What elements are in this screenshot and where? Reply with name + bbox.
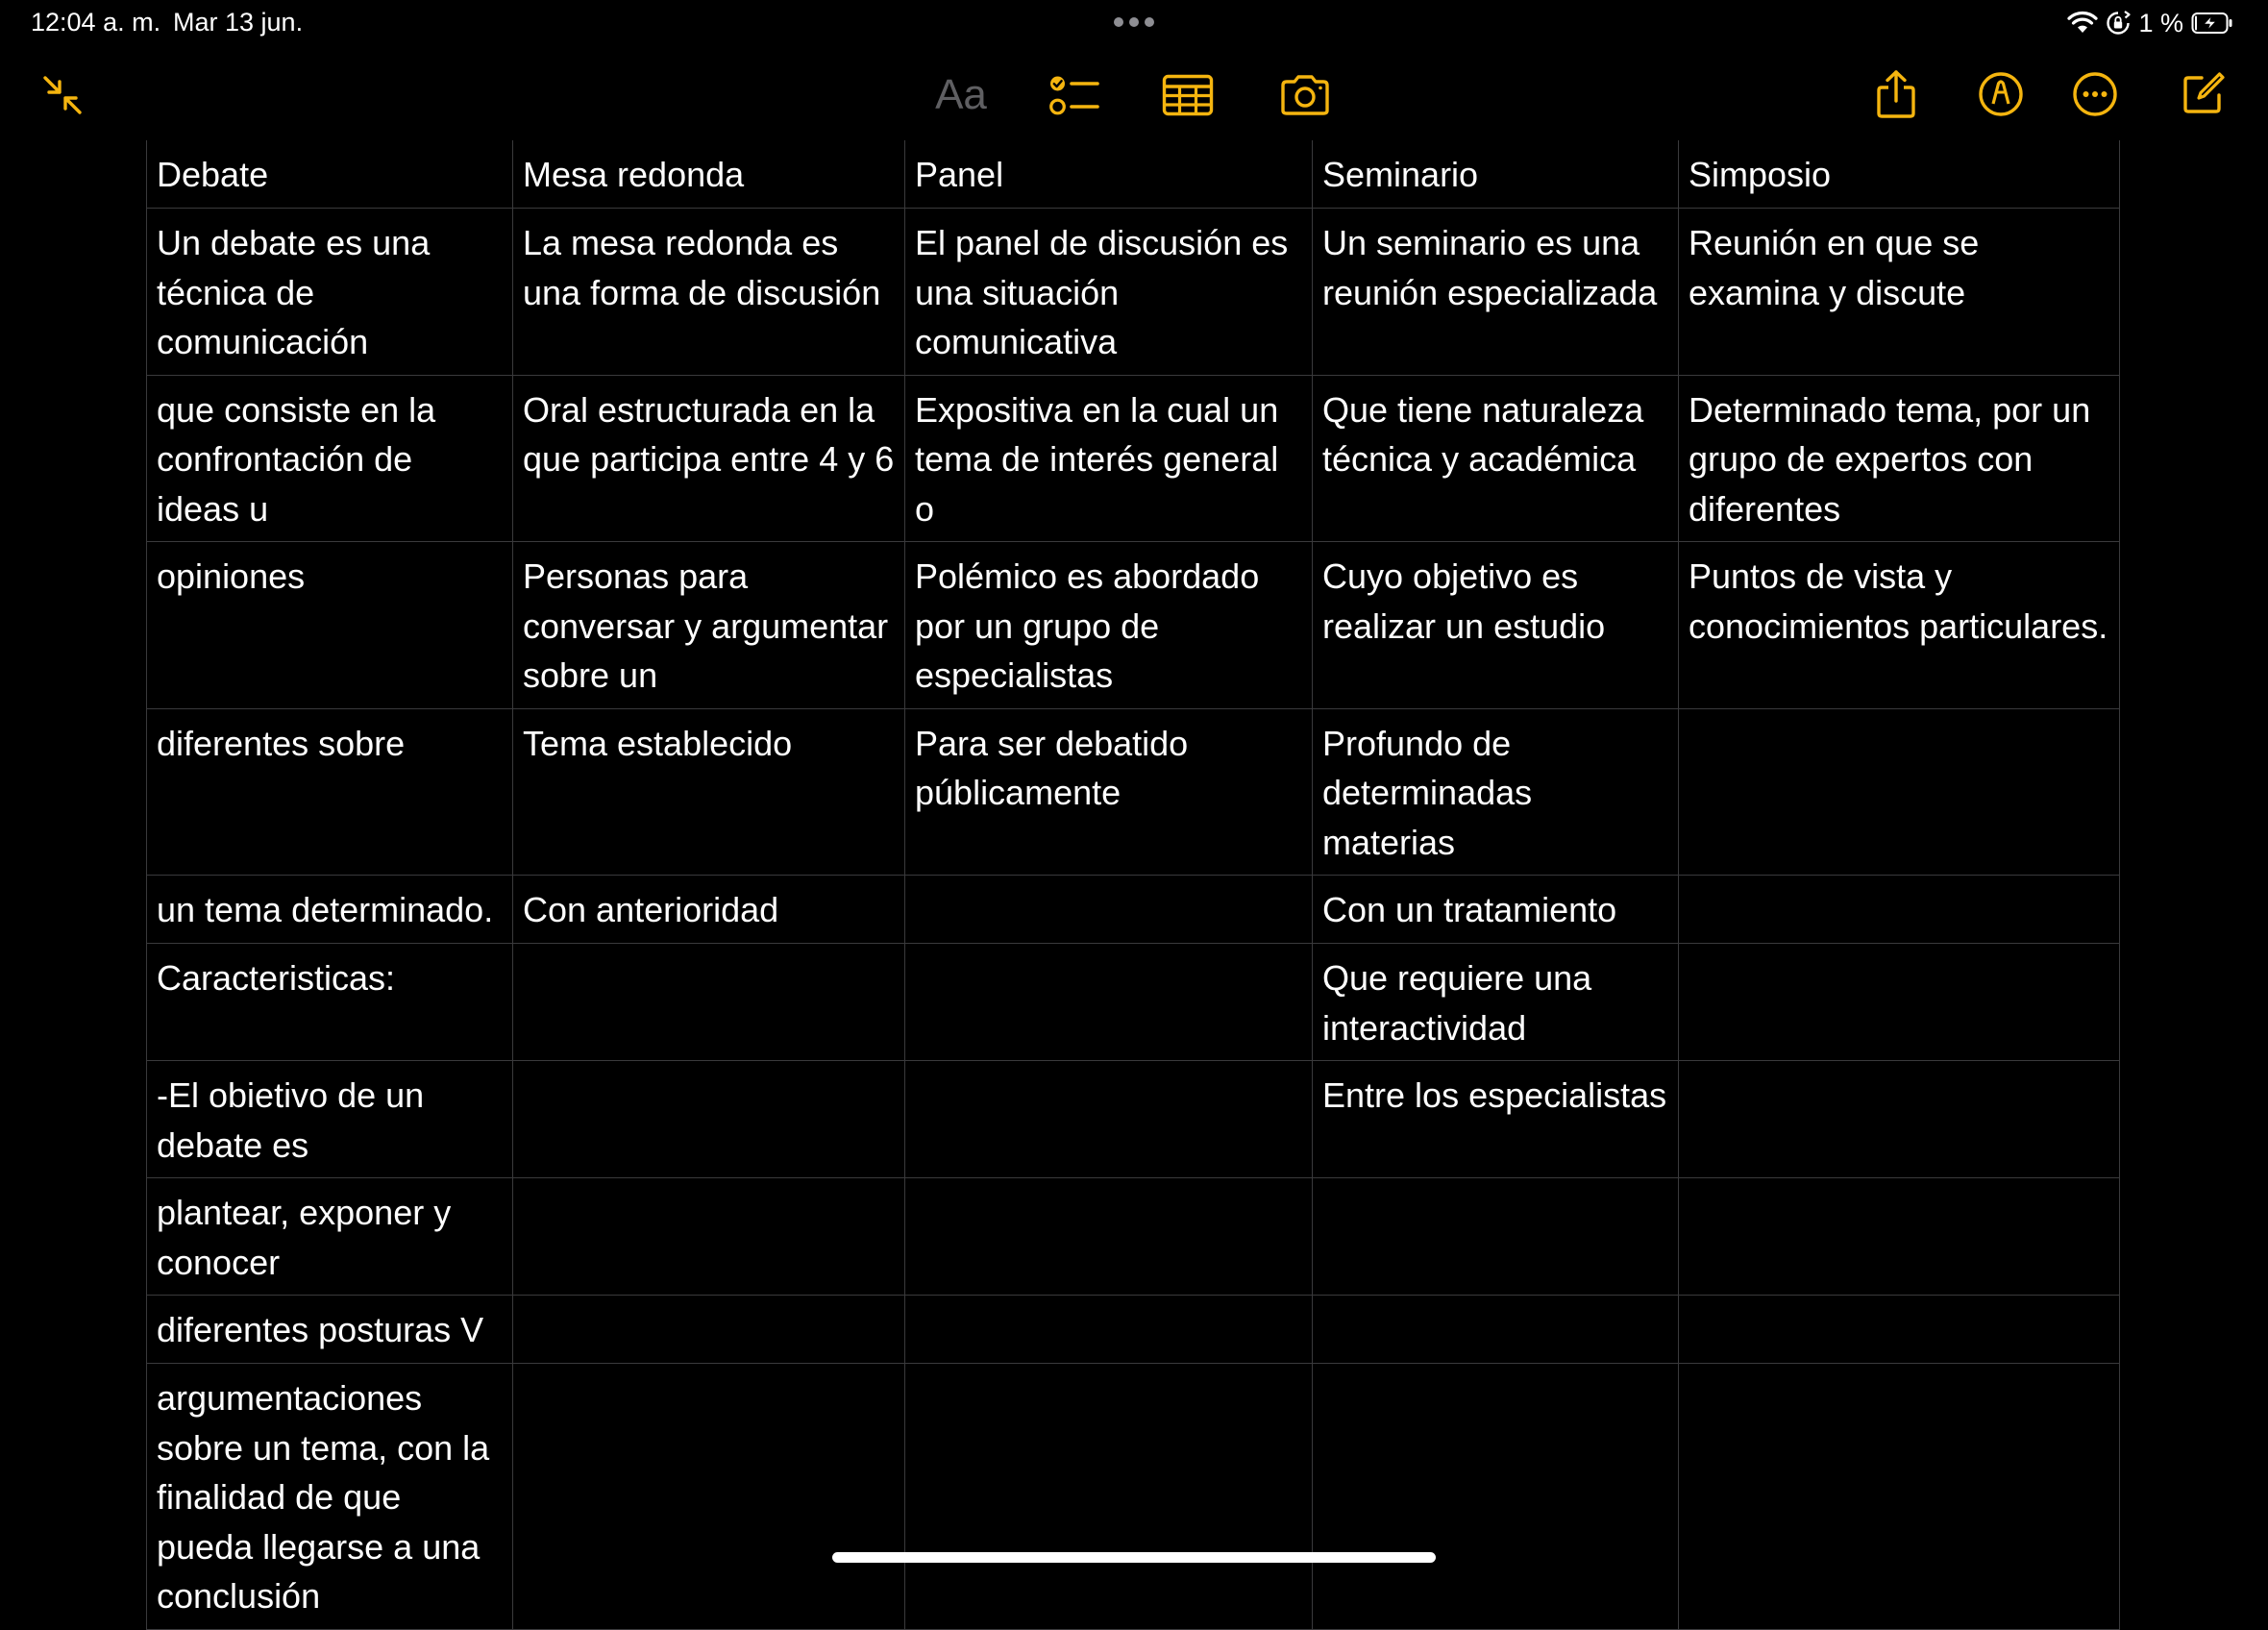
table-row bbox=[147, 876, 2120, 944]
table-cell[interactable]: Caracteristicas: bbox=[147, 944, 513, 1061]
table-cell[interactable] bbox=[1313, 1364, 1679, 1630]
table-row bbox=[147, 375, 2120, 542]
table-cell[interactable]: Entre los especialistas bbox=[1313, 1061, 1679, 1178]
multitasking-dots-icon[interactable] bbox=[1113, 16, 1155, 28]
table-cell[interactable] bbox=[513, 1061, 905, 1178]
table-cell[interactable] bbox=[1679, 1178, 2120, 1296]
table-cell[interactable]: Un seminario es una reunión especializada bbox=[1313, 209, 1679, 376]
status-bar bbox=[0, 0, 2268, 48]
table-cell[interactable] bbox=[1313, 1178, 1679, 1296]
table-cell[interactable] bbox=[1679, 708, 2120, 876]
table-cell[interactable] bbox=[905, 1364, 1313, 1630]
table-cell[interactable]: Polémico es abordado por un grupo de especialistas bbox=[905, 542, 1313, 709]
table-row bbox=[147, 708, 2120, 876]
table-cell[interactable]: Un debate es una técnica de comunicación bbox=[147, 209, 513, 376]
checklist-button[interactable] bbox=[1048, 71, 1101, 119]
battery-percentage: 1 % bbox=[2138, 8, 2183, 37]
table-header-cell[interactable]: Mesa redonda bbox=[513, 140, 905, 209]
table-cell[interactable]: El panel de discusión es una situación comunicativa bbox=[905, 209, 1313, 376]
text-format-button[interactable]: Aa bbox=[935, 71, 987, 118]
table-cell[interactable] bbox=[513, 944, 905, 1061]
home-indicator[interactable] bbox=[832, 1552, 1436, 1563]
table-cell[interactable]: Reunión en que se examina y discute bbox=[1679, 209, 2120, 376]
status-date: Mar 13 jun. bbox=[173, 8, 304, 37]
camera-icon bbox=[1279, 74, 1331, 116]
collapse-arrows-icon bbox=[39, 72, 86, 118]
table-header-cell[interactable]: Seminario bbox=[1313, 140, 1679, 209]
table-cell[interactable] bbox=[513, 1364, 905, 1630]
table-row bbox=[147, 1178, 2120, 1296]
camera-button[interactable] bbox=[1278, 71, 1332, 119]
table-cell[interactable] bbox=[513, 1178, 905, 1296]
table-header-cell[interactable]: Panel bbox=[905, 140, 1313, 209]
table-row bbox=[147, 209, 2120, 376]
table-header-row bbox=[147, 140, 2120, 209]
table-cell[interactable] bbox=[1313, 1296, 1679, 1364]
table-cell[interactable]: Con anterioridad bbox=[513, 876, 905, 944]
table-cell[interactable]: Profundo de determinadas materias bbox=[1313, 708, 1679, 876]
table-cell[interactable]: Cuyo objetivo es realizar un estudio bbox=[1313, 542, 1679, 709]
table-row bbox=[147, 542, 2120, 709]
table-button[interactable] bbox=[1161, 71, 1215, 119]
table-row bbox=[147, 1296, 2120, 1364]
ellipsis-circle-icon bbox=[2072, 71, 2118, 117]
markup-pen-icon bbox=[1978, 71, 2024, 117]
compose-button[interactable] bbox=[2180, 69, 2228, 117]
table-cell[interactable]: Personas para conversar y argumentar sobre un bbox=[513, 542, 905, 709]
table-cell[interactable]: Puntos de vista y conocimientos particulares. bbox=[1679, 542, 2120, 709]
table-cell[interactable]: un tema determinado. bbox=[147, 876, 513, 944]
table-cell[interactable] bbox=[1679, 1061, 2120, 1178]
note-table[interactable] bbox=[146, 140, 2120, 1630]
table-cell[interactable]: que consiste en la confrontación de ideas u bbox=[147, 375, 513, 542]
table-cell[interactable]: Expositiva en la cual un tema de interés general o bbox=[905, 375, 1313, 542]
table-cell[interactable] bbox=[1679, 1296, 2120, 1364]
table-cell[interactable]: La mesa redonda es una forma de discusión bbox=[513, 209, 905, 376]
table-cell[interactable]: diferentes posturas V bbox=[147, 1296, 513, 1364]
table-cell[interactable]: Oral estructurada en la que participa entre 4 y 6 bbox=[513, 375, 905, 542]
status-time: 12:04 a. m. bbox=[31, 8, 161, 37]
share-button[interactable] bbox=[1874, 69, 1918, 119]
table-row bbox=[147, 944, 2120, 1061]
table-cell[interactable]: argumentaciones sobre un tema, con la finalidad de que pueda llegarse a una conclusión bbox=[147, 1364, 513, 1630]
wifi-icon bbox=[2067, 12, 2098, 35]
table-cell[interactable] bbox=[513, 1296, 905, 1364]
table-icon bbox=[1162, 74, 1214, 116]
status-indicators bbox=[2067, 6, 2233, 40]
table-cell[interactable]: -El obietivo de un debate es bbox=[147, 1061, 513, 1178]
table-cell[interactable]: Con un tratamiento bbox=[1313, 876, 1679, 944]
table-cell[interactable] bbox=[1679, 944, 2120, 1061]
checklist-icon bbox=[1049, 73, 1099, 117]
more-options-button[interactable] bbox=[2072, 71, 2118, 117]
table-cell[interactable]: Que requiere una interactividad bbox=[1313, 944, 1679, 1061]
table-cell[interactable] bbox=[905, 944, 1313, 1061]
table-cell[interactable] bbox=[1679, 876, 2120, 944]
table-row bbox=[147, 1364, 2120, 1630]
table-cell[interactable] bbox=[905, 1061, 1313, 1178]
table-cell[interactable] bbox=[905, 1296, 1313, 1364]
table-cell[interactable]: Tema establecido bbox=[513, 708, 905, 876]
markup-button[interactable] bbox=[1978, 71, 2024, 117]
table-cell[interactable] bbox=[905, 876, 1313, 944]
table-cell[interactable]: Que tiene naturaleza técnica y académica bbox=[1313, 375, 1679, 542]
table-cell[interactable]: Determinado tema, por un grupo de expertos con diferentes bbox=[1679, 375, 2120, 542]
table-header-cell[interactable]: Debate bbox=[147, 140, 513, 209]
table-cell[interactable]: opiniones bbox=[147, 542, 513, 709]
orientation-lock-icon bbox=[2106, 11, 2131, 36]
table-cell[interactable] bbox=[905, 1178, 1313, 1296]
table-cell[interactable]: Para ser debatido públicamente bbox=[905, 708, 1313, 876]
table-cell[interactable]: plantear, exponer y conocer bbox=[147, 1178, 513, 1296]
battery-charging-icon bbox=[2191, 12, 2233, 35]
table-row bbox=[147, 1061, 2120, 1178]
table-header-cell[interactable]: Simposio bbox=[1679, 140, 2120, 209]
table-cell[interactable] bbox=[1679, 1364, 2120, 1630]
table-cell[interactable]: diferentes sobre bbox=[147, 708, 513, 876]
share-icon bbox=[1875, 69, 1917, 119]
compose-icon bbox=[2181, 70, 2227, 116]
collapse-button[interactable] bbox=[38, 71, 86, 119]
